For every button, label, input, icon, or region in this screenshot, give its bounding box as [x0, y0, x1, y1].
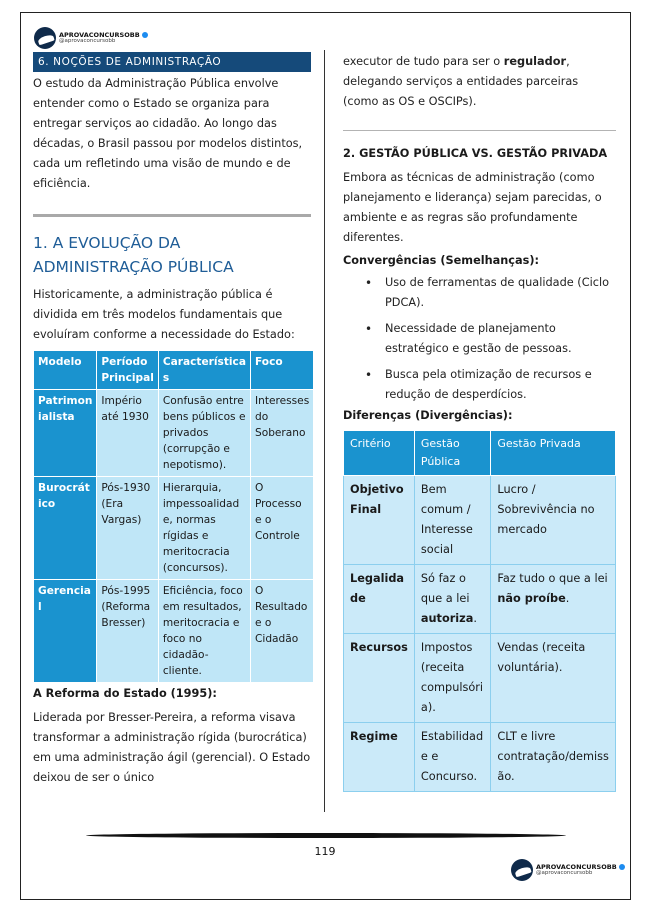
eagle-logo-icon — [511, 859, 533, 881]
differences-title: Diferenças (Divergências): — [343, 409, 513, 422]
section-divider — [343, 130, 616, 131]
models-table — [33, 350, 314, 683]
period-cell: Pós-1995 (Reforma Bresser) — [97, 580, 158, 683]
differences-table — [343, 430, 616, 792]
header-cell: Período Principal — [97, 351, 158, 390]
public-cell: Bem comum / Interesse social — [414, 476, 491, 565]
section-divider — [33, 214, 311, 217]
table-header-row — [344, 431, 616, 476]
list-item: • Uso de ferramentas de qualidade (Ciclo PDCA). — [355, 273, 616, 313]
logo-name: APROVACONCURSOBB — [59, 30, 140, 39]
criterion-cell: Recursos — [344, 634, 415, 723]
heading2-intro: Embora as técnicas de administração (como planejamento e liderança) sejam parecidas, o ambiente e as regras são profundamente diferentes. — [343, 171, 602, 244]
private-cell: Lucro / Sobrevivência no mercado — [491, 476, 616, 565]
footer-logo — [511, 859, 625, 881]
header-cell: Critério — [344, 431, 415, 476]
private-cell: Vendas (receita voluntária). — [491, 634, 616, 723]
eagle-logo-icon — [34, 27, 56, 49]
table-row — [344, 723, 616, 792]
table-row — [34, 580, 314, 683]
model-cell: Patrimon ialista — [34, 390, 97, 477]
header-cell: Gestão Privada — [491, 431, 616, 476]
period-cell: Império até 1930 — [97, 390, 158, 477]
private-cell: CLT e livre contratação/demiss ão. — [491, 723, 616, 792]
table-row — [34, 477, 314, 580]
header-cell: Foco — [250, 351, 313, 390]
intro-paragraph: O estudo da Administração Pública envolve entender como o Estado se organiza para entregar serviços ao cidadão. Ao longo das décadas, o Brasil passou por modelos distintos, cada um refletindo uma visão de mundo e de eficiência. — [33, 77, 303, 190]
heading-evolution: 1. A EVOLUÇÃO DA ADMINISTRAÇÃO PÚBLICA — [33, 234, 234, 276]
logo-name: APROVACONCURSOBB — [536, 862, 617, 871]
characteristics-cell: Confusão entre bens públicos e privados (corrupção e nepotismo). — [158, 390, 250, 477]
section-tag: 6. NOÇÕES DE ADMINISTRAÇÃO — [33, 52, 311, 72]
header-cell: Modelo — [34, 351, 97, 390]
model-cell: Burocrát ico — [34, 477, 97, 580]
page-number: 119 — [314, 845, 336, 858]
public-cell: Só faz o que a lei autoriza. — [414, 565, 491, 634]
heading-intro: Historicamente, a administração pública é dividida em três modelos fundamentais que evoluíram conforme a necessidade do Estado: — [33, 288, 295, 341]
public-cell: Impostos (receita compulsóri a). — [414, 634, 491, 723]
continuation-paragraph: executor de tudo para ser o regulador, delegando serviços a entidades parceiras (como as OS e OSCIPs). — [343, 55, 579, 108]
characteristics-cell: Eficiência, foco em resultados, meritocracia e foco no cidadão-cliente. — [158, 580, 250, 683]
right-column — [343, 52, 616, 792]
criterion-cell: Objetivo Final — [344, 476, 415, 565]
table-row — [344, 476, 616, 565]
list-item: • Necessidade de planejamento estratégico e gestão de pessoas. — [355, 319, 616, 359]
focus-cell: Interesses do Soberano — [250, 390, 313, 477]
model-cell: Gerencia l — [34, 580, 97, 683]
reform-title: A Reforma do Estado (1995): — [33, 687, 217, 700]
header-cell: Característica s — [158, 351, 250, 390]
left-column — [33, 52, 311, 788]
convergences-title: Convergências (Semelhanças): — [343, 254, 540, 267]
convergences-list — [343, 273, 616, 405]
public-cell: Estabilidad e e Concurso. — [414, 723, 491, 792]
table-row — [344, 565, 616, 634]
footer-rule — [86, 833, 566, 838]
focus-cell: O Processo e o Controle — [250, 477, 313, 580]
logo-handle: @aprovaconcursobb — [536, 870, 593, 876]
verified-badge-icon — [619, 864, 625, 870]
logo-handle: @aprovaconcursobb — [59, 38, 116, 44]
criterion-cell: Legalida de — [344, 565, 415, 634]
focus-cell: O Resultado e o Cidadão — [250, 580, 313, 683]
table-row — [344, 634, 616, 723]
criterion-cell: Regime — [344, 723, 415, 792]
header-logo — [34, 27, 148, 49]
table-row — [34, 390, 314, 477]
table-header-row — [34, 351, 314, 390]
reform-paragraph: Liderada por Bresser-Pereira, a reforma visava transformar a administração rígida (burocrática) em uma administração ágil (gerencial). O Estado deixou de ser o único — [33, 711, 311, 784]
header-cell: Gestão Pública — [414, 431, 491, 476]
regulator-term: regulador — [503, 55, 567, 68]
private-cell: Faz tudo o que a lei não proíbe. — [491, 565, 616, 634]
heading-public-vs-private: 2. GESTÃO PÚBLICA VS. GESTÃO PRIVADA — [343, 147, 608, 160]
verified-badge-icon — [142, 32, 148, 38]
column-divider — [324, 50, 325, 812]
characteristics-cell: Hierarquia, impessoalidad e, normas rígidas e meritocracia (concursos). — [158, 477, 250, 580]
list-item: • Busca pela otimização de recursos e redução de desperdícios. — [355, 365, 616, 405]
period-cell: Pós-1930 (Era Vargas) — [97, 477, 158, 580]
